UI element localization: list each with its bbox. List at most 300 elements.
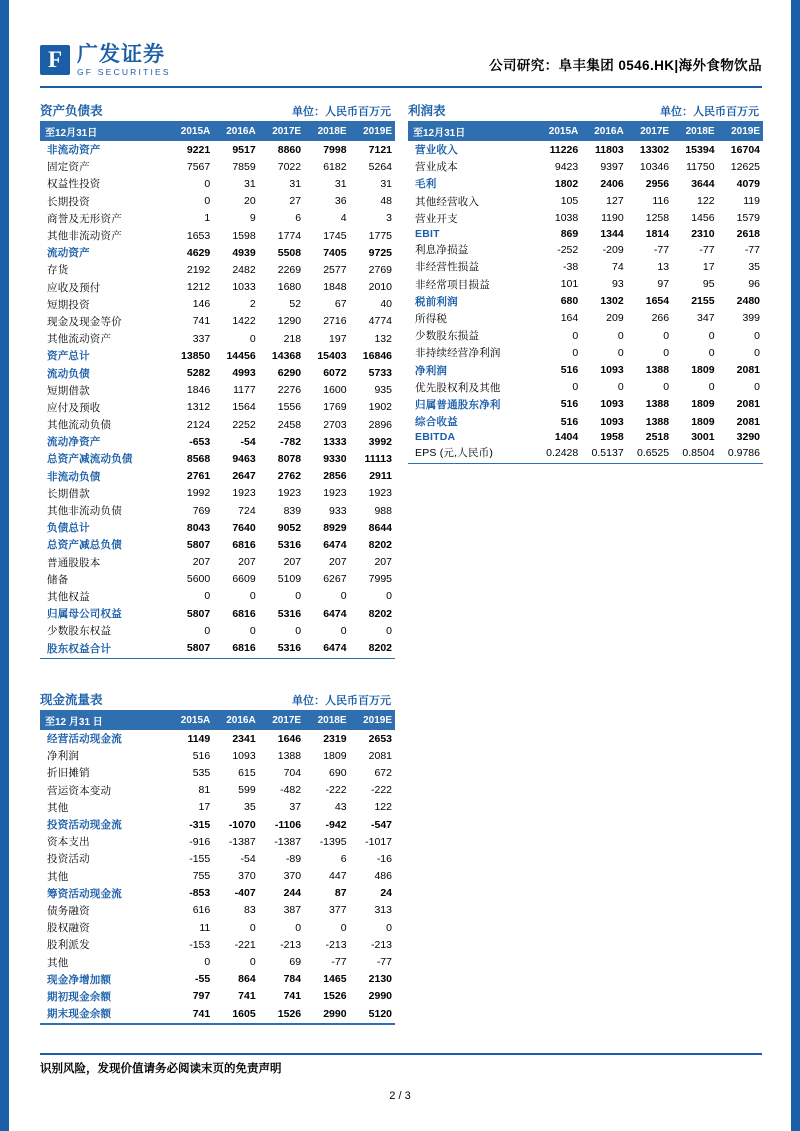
table-cell: 1526 [277,1007,302,1020]
table-row [408,258,763,275]
table-cell: 11803 [595,143,624,156]
table-cell: 935 [374,384,392,397]
row-label: 税前利润 [415,295,458,308]
table-cell: 0 [617,381,624,394]
table-cell: 6816 [232,607,256,620]
table-row [40,193,395,210]
row-label: 资产总计 [47,350,90,363]
table-cell: 13302 [639,143,670,156]
table-row [40,175,395,192]
table-cell: 122 [374,801,392,814]
row-label: 期末现金余额 [47,1008,112,1021]
table-cell: 2319 [323,732,347,745]
table-cell: 14368 [271,349,302,362]
table-cell: 1456 [691,212,715,225]
table-cell: 9330 [323,452,347,465]
row-label: 筹资活动现金流 [47,887,122,900]
table-row [408,141,763,158]
table-cell: 0 [663,381,670,394]
table-cell: 17 [702,260,715,273]
table-cell: 0.6525 [636,446,670,459]
table-cell: 4939 [232,246,256,259]
table-cell: 40 [380,298,392,311]
table-cell: 0 [572,346,579,359]
table-cell: 864 [238,973,256,986]
table-cell: -213 [325,938,347,951]
row-label: 毛利 [415,178,437,191]
table-cell: 15403 [317,349,347,362]
table-cell: 1848 [323,281,347,294]
table-cell: 8078 [277,452,302,465]
row-label: EBITDA [415,431,456,444]
table-cell: 839 [283,504,302,517]
table-cell: 2269 [277,263,302,276]
table-row [40,519,395,536]
column-header: 2017E [259,710,304,730]
table-cell: 2406 [600,177,624,190]
column-header: 2019E [718,121,763,141]
logo-name-cn: 广发证券 [77,43,165,66]
table-cell: 5600 [186,573,211,586]
table-cell: -222 [325,784,347,797]
table-cell: 0 [340,590,347,603]
table-row [408,361,763,378]
table-cell: 2276 [277,384,302,397]
row-label: 折旧摊销 [47,767,90,780]
balance-sheet-unit: 单位：人民币百万元 [292,106,391,118]
table-cell: 1093 [600,364,624,377]
table-cell: 0 [572,329,579,342]
table-cell: 96 [748,278,760,291]
table-cell: -221 [234,938,256,951]
table-cell: 0 [386,624,392,637]
row-label: 股权融资 [47,922,90,935]
table-cell: 5282 [186,367,211,380]
table-cell: 1958 [600,431,624,444]
table-cell: -252 [557,243,579,256]
table-cell: 36 [334,195,347,208]
table-row [40,450,395,467]
row-label: 现金及现金等价 [47,315,122,328]
table-cell: 31 [334,177,347,190]
table-cell: 680 [560,295,579,308]
logo-name-en: GF SECURITIES [77,67,171,78]
table-cell: 5807 [186,538,211,551]
table-cell: 0 [204,624,211,637]
table-cell: 0 [340,624,347,637]
table-row [408,241,763,258]
table-cell: -213 [280,938,302,951]
table-cell: 8043 [186,521,211,534]
row-label: 综合收益 [415,416,458,429]
table-cell: 2990 [323,1007,347,1020]
table-cell: 2761 [186,470,211,483]
column-header: 2018E [672,121,717,141]
table-cell: -315 [189,818,211,831]
table-row [40,885,395,902]
table-cell: 3290 [736,431,760,444]
table-cell: 2081 [368,749,392,762]
table-row [40,902,395,919]
table-row [40,764,395,781]
table-cell: 1190 [601,212,624,225]
table-cell: 20 [243,195,256,208]
table-cell: 516 [560,364,579,377]
table-cell: 27 [289,195,302,208]
table-cell: 15394 [685,143,715,156]
column-header: 2017E [259,121,304,141]
table-cell: 741 [238,990,256,1003]
row-label: 少数股东损益 [415,330,480,343]
table-cell: 244 [283,887,302,900]
table-cell: 16846 [362,349,392,362]
table-cell: 6474 [323,642,347,655]
table-cell: 0 [340,921,347,934]
table-cell: 399 [742,312,760,325]
table-cell: 93 [611,278,624,291]
table-cell: 8202 [368,538,392,551]
table-cell: 0 [572,381,579,394]
table-row [408,227,763,241]
table-cell: 87 [334,887,347,900]
table-cell: -222 [370,784,392,797]
table-row [40,244,395,261]
logo-text [77,44,171,77]
table-row [40,988,395,1005]
table-cell: 0 [295,624,302,637]
table-cell: 8644 [368,521,392,534]
table-cell: 11113 [364,452,392,465]
column-header: 2018E [304,710,349,730]
table-cell: 97 [657,278,670,291]
table-cell: 5316 [277,607,302,620]
table-cell: 1992 [186,487,211,500]
table-cell: 105 [560,195,579,208]
table-cell: 516 [560,415,579,428]
table-cell: 516 [192,749,211,762]
table-cell: 9463 [232,452,256,465]
table-cell: 1177 [233,384,256,397]
table-cell: 7640 [232,521,256,534]
table-cell: 1923 [323,487,347,500]
cash-flow-table-block [40,690,395,1025]
table-cell: 0 [204,590,211,603]
table-row [408,344,763,361]
table-cell: 0.2428 [546,446,579,459]
table-cell: 2130 [368,973,392,986]
row-label: 长期借款 [47,487,90,500]
table-cell: -54 [240,852,256,865]
table-cell: 784 [283,973,302,986]
row-label: 非流动资产 [47,144,101,157]
table-cell: -853 [189,887,211,900]
table-cell: 13 [657,260,670,273]
table-row [408,396,763,413]
table-cell: 0 [663,329,670,342]
table-cell: 313 [374,904,392,917]
table-cell: 1149 [187,732,211,745]
table-cell: 1605 [232,1007,256,1020]
table-row [40,639,395,656]
table-cell: 1846 [186,384,211,397]
table-cell: 6072 [323,367,347,380]
table-cell: 0.9786 [727,446,760,459]
table-cell: 7121 [368,143,392,156]
table-row [40,554,395,571]
table-cell: 2192 [186,263,211,276]
column-header: 2019E [350,121,395,141]
table-cell: 0 [249,624,256,637]
row-label: 非持续经营净利润 [415,347,501,360]
table-row [40,158,395,175]
column-header: 2016A [213,710,258,730]
header-divider [40,86,762,88]
table-cell: 1802 [554,177,579,190]
table-row [40,141,395,158]
column-header: 2015A [168,710,213,730]
table-cell: 1680 [277,281,302,294]
row-label: 流动净资产 [47,436,101,449]
row-label: 短期投资 [47,298,90,311]
table-cell: 690 [329,766,347,779]
table-cell: 0 [617,346,624,359]
table-cell: 599 [238,784,256,797]
table-cell: 6 [295,212,302,225]
table-cell: 83 [243,904,256,917]
table-cell: 1923 [232,487,256,500]
row-label: 经营活动现金流 [47,733,122,746]
table-cell: 1653 [186,229,211,242]
table-cell: 1556 [277,401,302,414]
income-statement-table-block [408,101,763,464]
table-cell: -77 [653,243,670,256]
table-cell: 1258 [645,212,670,225]
table-cell: 1564 [232,401,256,414]
table-cell: 6182 [323,160,347,173]
table-cell: 1809 [691,415,715,428]
table-cell: 769 [192,504,211,517]
table-cell: 11226 [549,143,579,156]
row-label: 储备 [47,573,69,586]
table-cell: 1600 [323,384,347,397]
table-cell: 5109 [277,573,302,586]
table-cell: 2653 [368,732,392,745]
table-cell: 616 [192,904,211,917]
table-row [408,444,763,461]
table-cell: 8202 [368,642,392,655]
table-cell: 615 [238,766,256,779]
table-cell: 4774 [368,315,392,328]
table-cell: -1106 [274,818,302,831]
table-cell: 2155 [691,295,715,308]
table-row [40,571,395,588]
table-cell: -153 [189,938,211,951]
row-label: 流动资产 [47,247,90,260]
table-row [40,730,395,747]
table-row [40,833,395,850]
table-cell: 387 [283,904,302,917]
table-cell: 8929 [323,521,347,534]
income-statement-caption [408,101,763,119]
row-label: 商誉及无形资产 [47,212,122,225]
table-cell: 1923 [368,487,392,500]
table-cell: 6290 [277,367,302,380]
row-label: 应收及预付 [47,281,101,294]
table-row [408,327,763,344]
table-cell: 35 [748,260,760,273]
cash-flow-unit: 单位：人民币百万元 [292,695,391,707]
table-cell: 1302 [600,295,624,308]
table-cell: 486 [374,870,392,883]
table-cell: 122 [697,195,715,208]
table-cell: 2577 [323,263,347,276]
table-cell: 797 [192,990,211,1003]
table-cell: 2990 [368,990,392,1003]
table-cell: 9725 [368,246,392,259]
table-row [40,971,395,988]
table-row [40,605,395,622]
table-cell: 2518 [645,431,670,444]
cash-flow-table [40,710,395,1022]
table-cell: 1404 [554,431,579,444]
table-cell: 2703 [323,418,347,431]
balance-sheet-title: 资产负债表 [40,104,103,118]
row-label: 存货 [47,264,69,277]
table-cell: 1579 [736,212,760,225]
table-cell: 5316 [277,538,302,551]
table-cell: 2458 [277,418,302,431]
table-cell: 0 [204,177,211,190]
table-cell: 1526 [323,990,347,1003]
table-cell: -209 [602,243,624,256]
table-row [40,364,395,381]
table-cell: 12625 [730,160,760,173]
table-cell: 2647 [232,470,256,483]
table-cell: -77 [699,243,715,256]
table-cell: 11750 [686,160,715,173]
table-cell: 5120 [368,1007,392,1020]
table-cell: -38 [563,260,579,273]
table-cell: 132 [374,332,392,345]
row-label: 归属母公司权益 [47,608,122,621]
table-cell: 5316 [277,642,302,655]
table-cell: 1809 [691,398,715,411]
table-cell: -547 [370,818,392,831]
table-cell: 1093 [232,749,256,762]
table-cell: 2769 [368,263,392,276]
table-cell: 43 [334,801,347,814]
table-cell: 207 [374,556,392,569]
table-cell: 207 [192,556,211,569]
table-cell: 5508 [277,246,302,259]
row-label: EBIT [415,228,440,241]
table-cell: 0 [295,590,302,603]
table-cell: -1070 [228,818,256,831]
table-cell: 3992 [368,435,392,448]
table-cell: 7998 [323,143,347,156]
table-cell: 1038 [554,212,579,225]
table-row [40,747,395,764]
table-row [40,433,395,450]
table-cell: 0 [708,346,715,359]
table-cell: 2341 [232,732,256,745]
table-header-row [40,121,395,141]
table-row [40,502,395,519]
table-cell: 2482 [232,263,256,276]
table-cell: 17 [198,801,211,814]
table-cell: -55 [195,973,211,986]
table-cell: 1774 [277,229,302,242]
row-label: 其他非流动资产 [47,230,122,243]
table-cell: 0 [617,329,624,342]
table-cell: 0.5137 [591,446,624,459]
left-edge-band [0,0,9,1131]
table-cell: 4079 [736,177,760,190]
column-header: 2018E [304,121,349,141]
row-label: 其他流动负债 [47,419,112,432]
table-cell: 3644 [691,177,715,190]
cash-flow-title: 现金流量表 [40,693,103,707]
table-row [40,850,395,867]
table-cell: -782 [280,435,302,448]
table-cell: 81 [198,784,211,797]
table-cell: 6816 [232,642,256,655]
table-cell: 0 [386,921,392,934]
table-row [40,330,395,347]
table-row [40,347,395,364]
table-cell: 0 [249,332,256,345]
table-cell: 14456 [226,349,256,362]
table-cell: 370 [238,870,256,883]
table-cell: 74 [611,260,624,273]
table-cell: 724 [238,504,256,517]
row-label: 股东权益合计 [47,642,112,655]
table-cell: 1212 [186,281,211,294]
table-cell: -54 [240,435,256,448]
balance-sheet-table-block [40,101,395,659]
row-label: 短期借款 [47,384,90,397]
row-label: 归属普通股东净利 [415,398,501,411]
table-cell: -942 [325,818,347,831]
table-cell: 127 [606,195,624,208]
table-row [40,210,395,227]
table-cell: 337 [192,332,211,345]
table-cell: -407 [234,887,256,900]
row-label: 其他 [47,870,69,883]
table-cell: 9517 [232,143,256,156]
table-cell: 95 [702,278,715,291]
table-cell: 5733 [368,367,392,380]
row-label: 期初现金余额 [47,990,112,1003]
income-statement-body [408,141,763,462]
table-bottom-rule [40,658,395,660]
cash-flow-body [40,730,395,1022]
row-label: 非经营性损益 [415,261,480,274]
table-cell: -16 [376,852,392,865]
disclaimer-note: 识别风险，发现价值请务必阅读末页的免责声明 [40,1063,282,1075]
row-label: 营业成本 [415,161,458,174]
table-cell: 2252 [232,418,256,431]
table-cell: 266 [651,312,670,325]
table-cell: 535 [192,766,211,779]
table-cell: 16704 [730,143,760,156]
row-label: 营业开支 [415,212,458,225]
table-cell: 8568 [186,452,211,465]
table-cell: 2911 [369,470,392,483]
table-cell: 1809 [691,364,715,377]
table-cell: 7567 [186,160,211,173]
table-cell: 3001 [691,431,715,444]
